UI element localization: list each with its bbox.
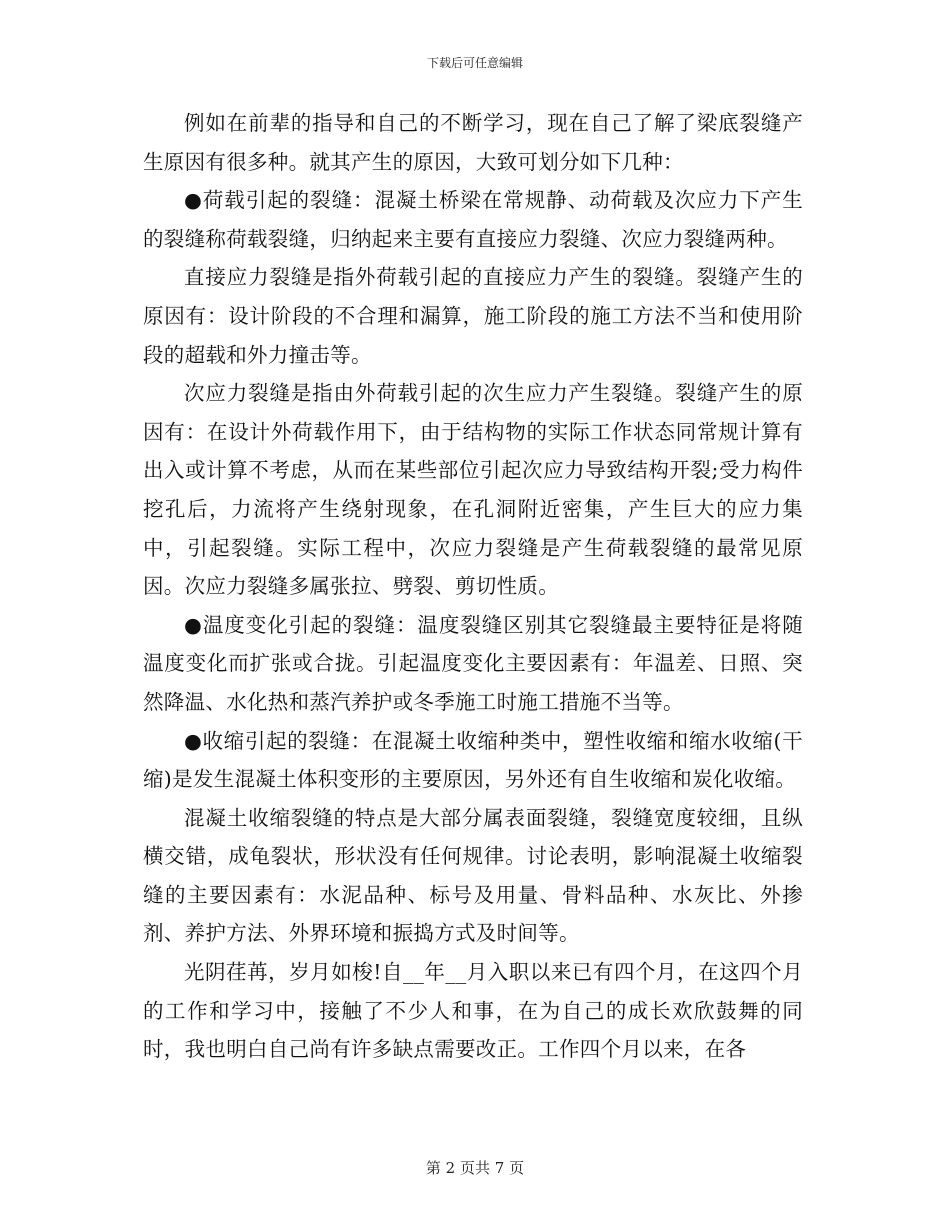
paragraph-direct-stress: 直接应力裂缝是指外荷载引起的直接应力产生的裂缝。裂缝产生的原因有：设计阶段的不合理和漏算，施工阶段的施工方法不当和使用阶段的超载和外力撞击等。 [143, 265, 803, 367]
page-number: 第 2 页共 7 页 [425, 1159, 525, 1177]
paragraph-cause-intro: 例如在前辈的指导和自己的不断学习，现在自己了解了梁底裂缝产生原因有很多种。就其产生的原因，大致可划分如下几种： [143, 111, 803, 174]
paragraph-temperature-cracks: ●温度变化引起的裂缝：温度裂缝区别其它裂缝最主要特征是将随温度变化而扩张或合拢。引起温度变化主要因素有：年温差、日照、突然降温、水化热和蒸汽养护或冬季施工时施工措施不当等。 [143, 612, 803, 714]
paragraph-shrinkage-cracks: ●收缩引起的裂缝：在混凝土收缩种类中，塑性收缩和缩水收缩(干缩)是发生混凝土体积变形的主要原因，另外还有自生收缩和炭化收缩。 [143, 728, 803, 792]
paragraph-secondary-stress: 次应力裂缝是指由外荷载引起的次生应力产生裂缝。裂缝产生的原因有：在设计外荷载作用下，由于结构物的实际工作状态同常规计算有出入或计算不考虑，从而在某些部位引起次应力导致结构开裂;受力构件挖孔后，力流将产生绕射现象，在孔洞附近密集，产生巨大的应力集中，引起裂缝。实际工程中，次应力裂缝是产生荷载裂缝的最常见原因。次应力裂缝多属张拉、劈裂、剪切性质。 [143, 381, 803, 599]
page-header: 下载后可任意编辑 [426, 56, 523, 70]
paragraph-shrinkage-features: 混凝土收缩裂缝的特点是大部分属表面裂缝，裂缝宽度较细，且纵横交错，成龟裂状，形状没有任何规律。讨论表明，影响混凝土收缩裂缝的主要因素有：水泥品种、标号及用量、骨料品种、水灰比、外掺剂、养护方法、外界环境和振捣方式及时间等。 [143, 805, 803, 946]
paragraph-work-summary: 光阴荏苒，岁月如梭!自__年__月入职以来已有四个月，在这四个月的工作和学习中，接触了不少人和事，在为自己的成长欢欣鼓舞的同时，我也明白自己尚有许多缺点需要改正。工作四个月以来，在各 [143, 960, 803, 1062]
paragraph-load-cracks: ●荷载引起的裂缝：混凝土桥梁在常规静、动荷载及次应力下产生的裂缝称荷载裂缝，归纳起来主要有直接应力裂缝、次应力裂缝两种。 [143, 188, 803, 251]
document-body [143, 104, 803, 1069]
